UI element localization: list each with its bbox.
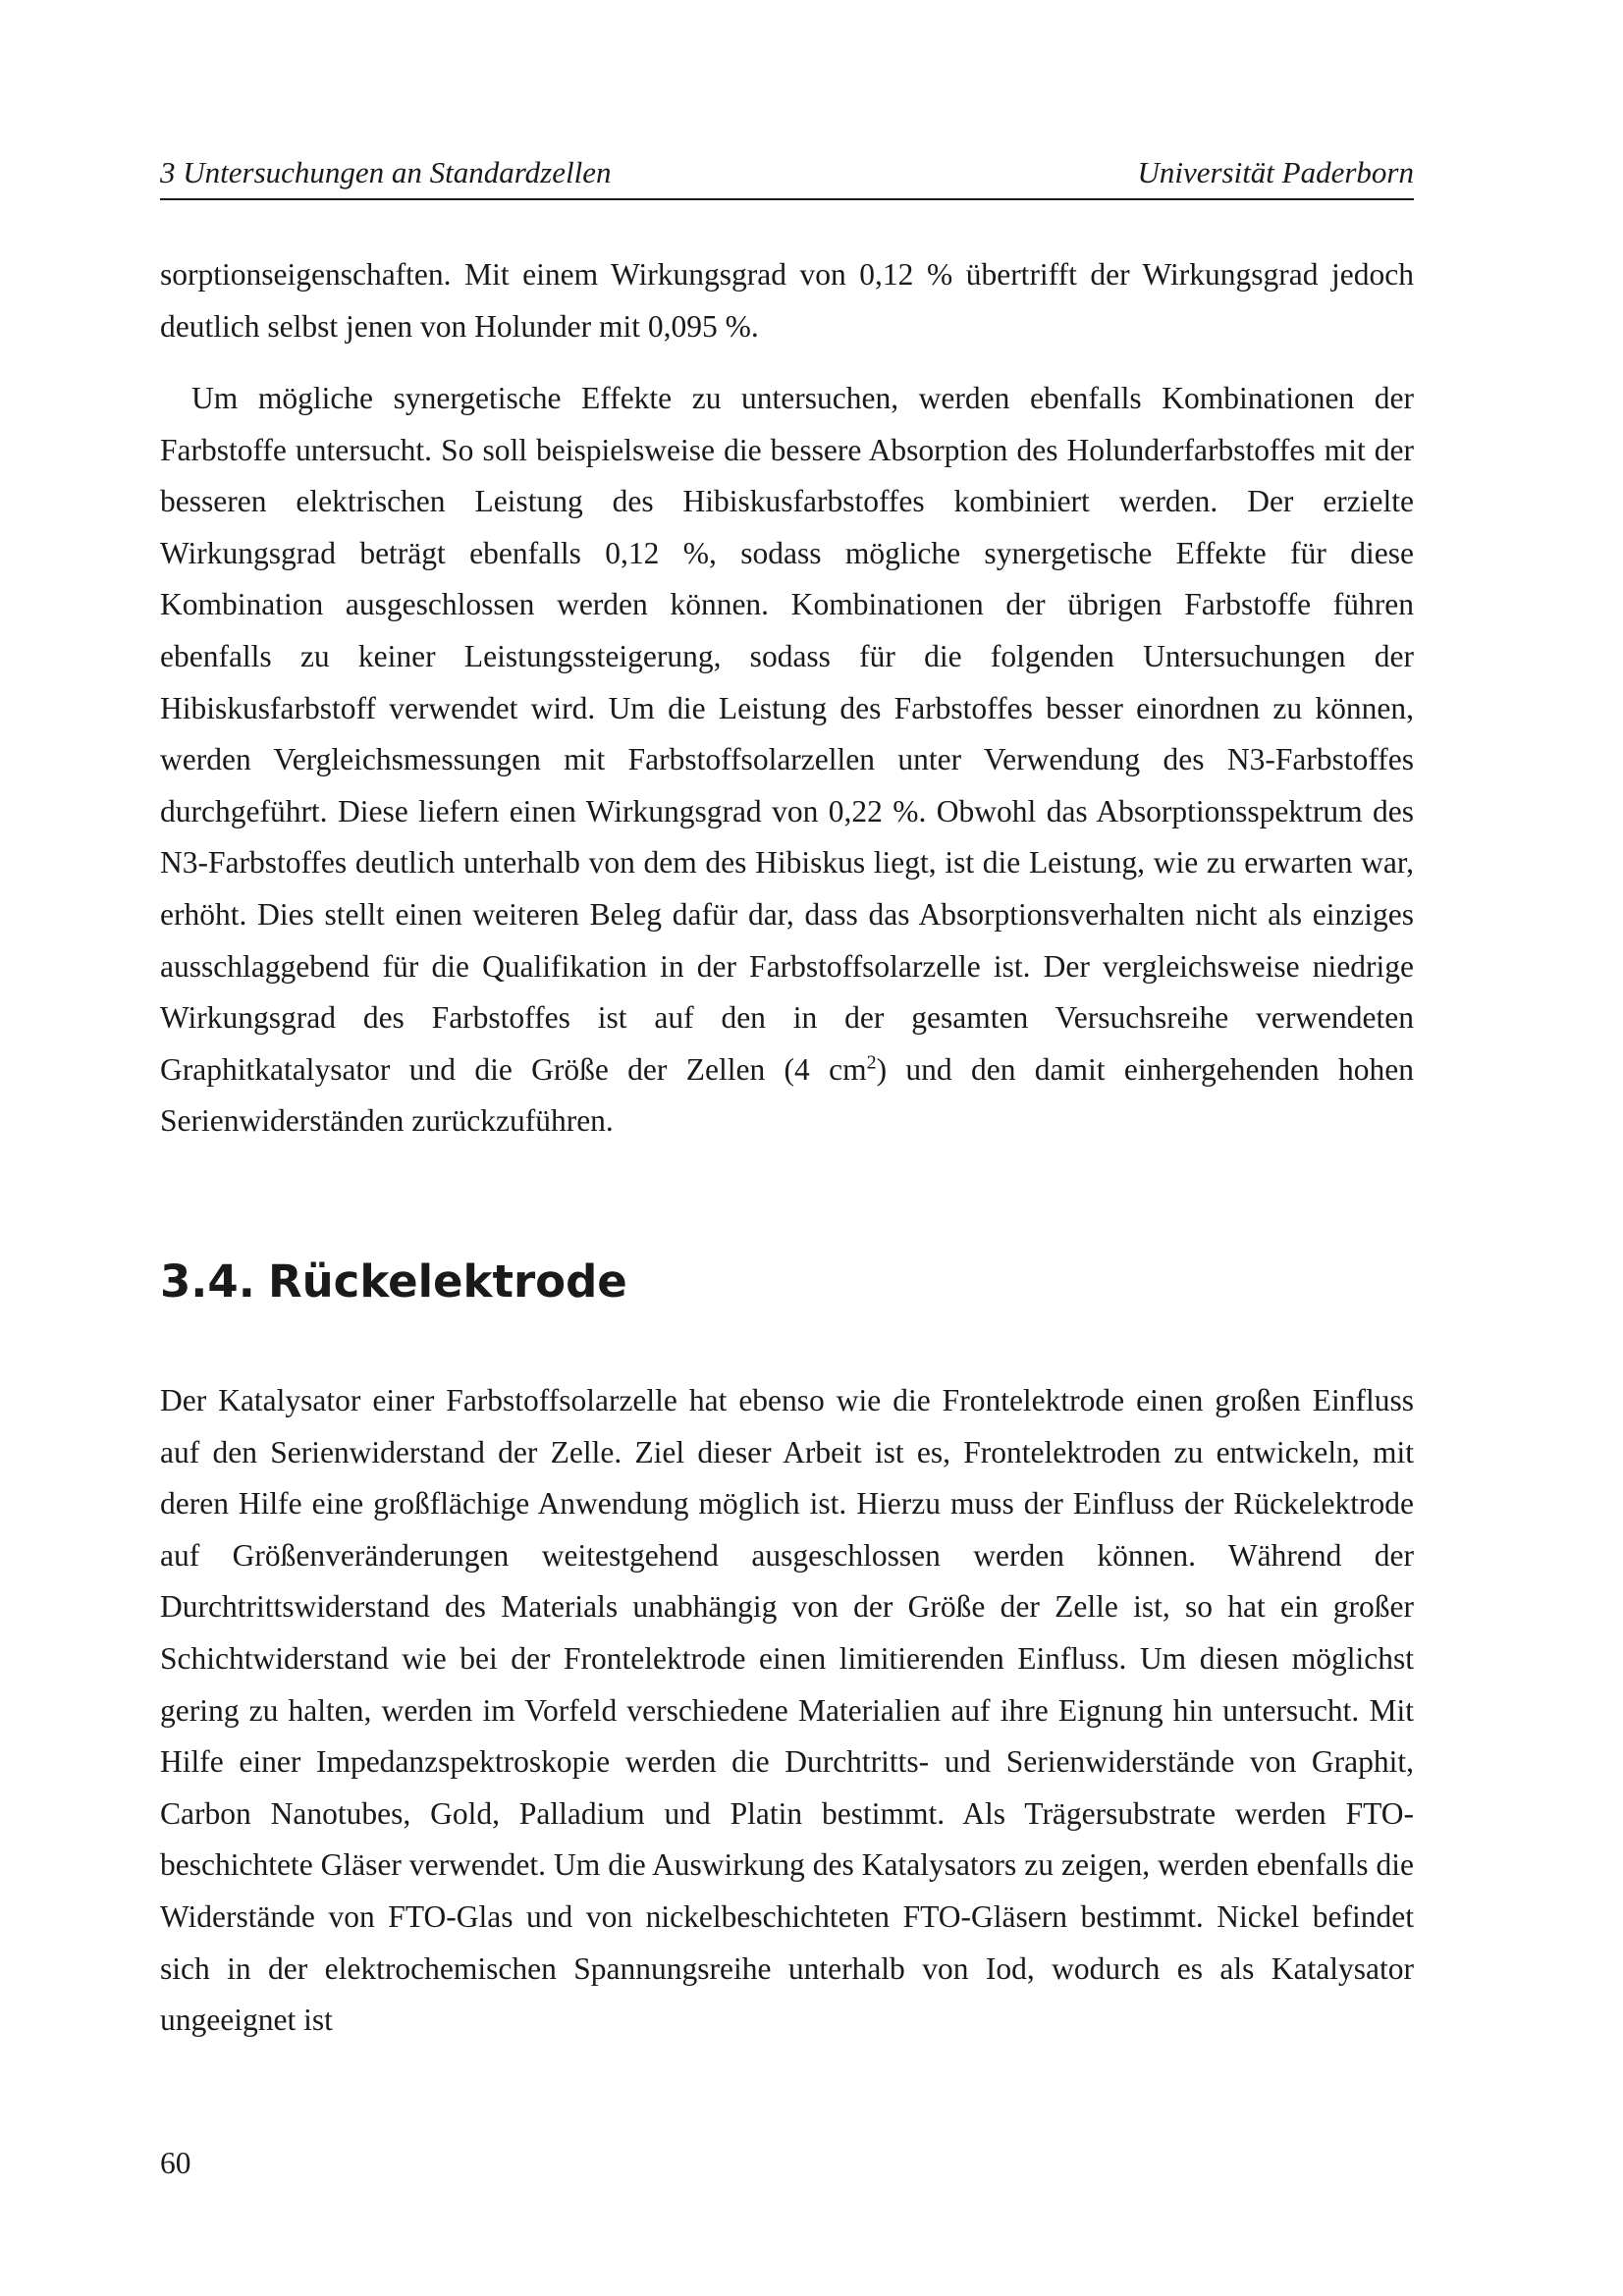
paragraph-1: sorptionseigenschaften. Mit einem Wirkungsgrad von 0,12 % übertrifft der Wirkungsgrad jedoch deutlich selbst jenen von Holunder mit 0,095 %.: [160, 257, 1414, 344]
page-number: 60: [160, 2146, 191, 2180]
header-chapter-title: 3 Untersuchungen an Standardzellen: [160, 155, 612, 189]
running-header: [160, 147, 1414, 200]
paragraph-2: [160, 373, 1414, 1148]
paragraph-3: Der Katalysator einer Farbstoffsolarzelle hat ebenso wie die Frontelektrode einen großen Einfluss auf den Serienwiderstand der Zelle. Ziel dieser Arbeit ist es, Frontelektroden zu entwickeln, mit deren Hilfe eine großflächige Anwendung möglich ist. Hierzu muss der Einfluss der Rückelektrode auf Größenveränderungen weitestgehend ausgeschlossen werden können. Während der Durchtrittswiderstand des Materials unabhängig von der Größe der Zelle ist, so hat ein großer Schichtwiderstand wie bei der Frontelektrode einen limitierenden Einfluss. Um diesen möglichst gering zu halten, werden im Vorfeld verschiedene Materialien auf ihre Eignung hin untersucht. Mit Hilfe einer Impedanzspektroskopie werden die Durchtritts- und Serienwiderstände von Graphit, Carbon Nanotubes, Gold, Palladium und Platin bestimmt. Als Trägersubstrate werden FTO-beschichtete Gläser verwendet. Um die Auswirkung des Katalysators zu zeigen, werden ebenfalls die Widerstände von FTO-Glas und von nickelbeschichteten FTO-Gläsern bestimmt. Nickel befindet sich in der elektrochemischen Spannungsreihe unterhalb von Iod, wodurch es als Katalysator ungeeignet ist: [160, 1383, 1414, 2038]
section-number: 3.4.: [160, 1255, 255, 1308]
paragraph-2-end: ) und den damit einhergehenden hohen Serienwiderständen zurückzuführen.: [160, 1051, 1414, 1139]
section-title: Rückelektrode: [268, 1255, 627, 1308]
section-heading: [160, 1253, 627, 1311]
superscript: 2: [866, 1051, 877, 1074]
header-institution: Universität Paderborn: [1137, 155, 1414, 189]
paragraph-2-text: Um mögliche synergetische Effekte zu untersuchen, werden ebenfalls Kombinationen der Farbstoffe untersucht. So soll beispielsweise die bessere Absorption des Holunderfarbstoffes mit der besseren elektrischen Leistung des Hibiskusfarbstoffes kombiniert werden. Der erzielte Wirkungsgrad beträgt ebenfalls 0,12 %, sodass mögliche synergetische Effekte für diese Kombination ausgeschlossen werden können. Kombinationen der übrigen Farbstoffe führen ebenfalls zu keiner Leistungssteigerung, sodass für die folgenden Untersuchungen der Hibiskusfarbstoff verwendet wird. Um die Leistung des Farbstoffes besser einordnen zu können, werden Vergleichsmessungen mit Farbstoffsolarzellen unter Verwendung des N3-Farbstoffes durchgeführt. Diese liefern einen Wirkungsgrad von 0,22 %. Obwohl das Absorptionsspektrum des N3-Farbstoffes deutlich unterhalb von dem des Hibiskus liegt, ist die Leistung, wie zu erwarten war, erhöht. Dies stellt einen weiteren Beleg dafür dar, dass das Absorptionsverhalten nicht als einziges ausschlaggebend für die Qualifikation in der Farbstoffsolarzelle ist. Der vergleichsweise niedrige Wirkungsgrad des Farbstoffes ist auf den in der gesamten Versuchsreihe verwendeten Graphitkatalysator und die Größe der Zellen (4 cm: [160, 381, 1414, 1087]
